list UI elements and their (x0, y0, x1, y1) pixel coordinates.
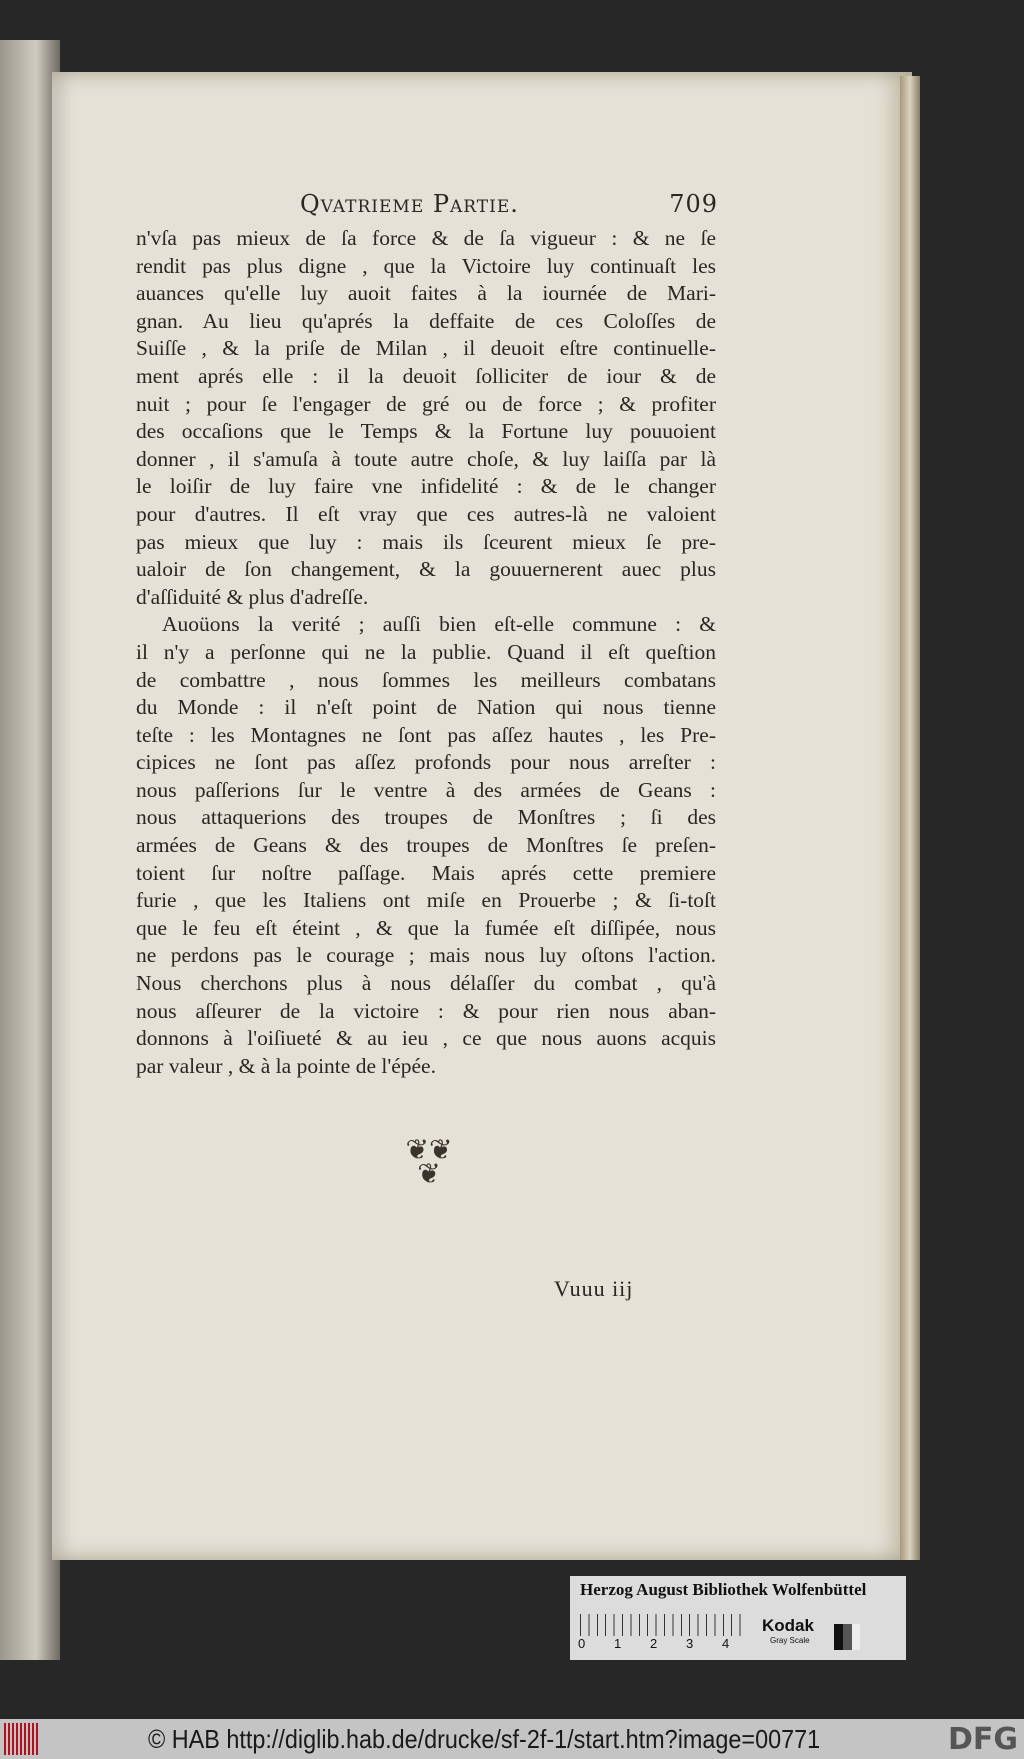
facing-page-edge (0, 40, 60, 1660)
text-line: gnan. Au lieu qu'aprés la deffaite de ces Coloſſes de (136, 308, 716, 333)
text-line: de combattre , nous ſommes les meilleurs combatans (136, 667, 716, 692)
text-line: donnons à l'oiſiueté & au ieu , ce que nous auons acquis (136, 1026, 716, 1051)
text-line: auances qu'elle luy auoit faites à la iournée de Mari- (136, 281, 716, 306)
text-line: nous attaquerions des troupes de Monſtres ; ſi des (136, 805, 716, 830)
ruler-number: 4 (722, 1636, 730, 1651)
text-line: il n'y a perſonne qui ne la publie. Quand il eſt queſtion (136, 639, 716, 664)
printer-ornament-icon: ❦❦ ❦ (405, 1133, 453, 1190)
text-line: furie , que les Italiens ont miſe en Prouerbe ; & ſi-toſt (136, 888, 716, 913)
text-line: nous aſſeurer de la victoire : & pour rien nous aban- (136, 998, 716, 1023)
ruler (580, 1614, 748, 1636)
library-name: Herzog August Bibliothek Wolfenbüttel (580, 1580, 867, 1599)
text-line: n'vſa pas mieux de ſa force & de ſa vigueur : & ne ſe (136, 226, 716, 250)
dfg-logo: DFG (947, 1722, 1018, 1757)
text-line: nuit ; pour ſe l'engager de gré ou de force ; & profiter (136, 391, 716, 416)
text-line: ment aprés elle : il la deuoit ſolliciter de iour & de (136, 363, 716, 388)
gray-swatch (834, 1624, 860, 1650)
text-line: ualoir de ſon changement, & la gouuernerent auec plus (136, 557, 716, 582)
text-line: cipices ne ſont pas aſſez profonds pour nous arreſter : (136, 750, 716, 775)
text-line: rendit pas plus digne , que la Victoire luy continuaſt les (136, 253, 716, 278)
text-line: armées de Geans & des troupes de Monſtres ſe preſen- (136, 833, 716, 858)
ruler-numbers (578, 1636, 758, 1651)
text-line: d'aſſiduité & plus d'adreſſe. (136, 584, 369, 609)
ruler-number: 3 (686, 1636, 694, 1651)
text-line: que le feu eſt éteint , & que la fumée eſt diſſipée, nous (136, 915, 716, 940)
body-text (136, 225, 716, 1080)
text-line: Auoüons la verité ; auſſi bien eſt-elle commune : & (162, 612, 716, 637)
kodak-brand: Kodak (762, 1616, 814, 1635)
color-calibration-label (570, 1576, 906, 1660)
signature-mark: Vuuu iij (554, 1276, 634, 1301)
footer-bar (0, 1719, 1024, 1759)
text-line: des occaſions que le Temps & la Fortune luy pouuoient (136, 419, 716, 444)
text-line: nous paſſerions ſur le ventre à des armées de Geans : (136, 777, 716, 802)
page-number: 709 (669, 190, 718, 218)
ruler-number: 0 (578, 1636, 586, 1651)
text-line: par valeur , & à la pointe de l'épée. (136, 1053, 436, 1078)
running-title: Qvatrieme Partie. (300, 190, 519, 218)
text-line: toient ſur noſtre paſſage. Mais aprés cette premiere (136, 860, 716, 885)
text-line: le loiſir de luy faire vne infidelité : & de le changer (136, 474, 716, 499)
text-line: pour d'autres. Il eſt vray que ces autres-là ne valoient (136, 501, 716, 526)
text-line: donner , il s'amuſa à toute autre choſe, & luy laiſſa par là (136, 446, 716, 471)
gray-scale-label: Gray Scale (770, 1636, 810, 1645)
copyright-link[interactable]: © HAB http://diglib.hab.de/drucke/sf-2f-1/start.htm?image=00771 (148, 1723, 821, 1754)
text-line: teſte : les Montagnes ne ſont pas aſſez hautes , les Pre- (136, 722, 716, 747)
text-line: pas mieux que luy : mais ils ſceurent mieux ſe pre- (136, 529, 716, 554)
ruler-number: 1 (614, 1636, 622, 1651)
page-edge (900, 76, 920, 1560)
page-header (300, 190, 718, 218)
text-line: Nous cherchons plus à nous délaſſer du combat , qu'à (136, 971, 716, 996)
text-line: du Monde : il n'eſt point de Nation qui nous tienne (136, 695, 716, 720)
hab-logo-icon (4, 1723, 38, 1755)
ruler-number: 2 (650, 1636, 658, 1651)
text-line: Suiſſe , & la priſe de Milan , il deuoit eſtre continuelle- (136, 336, 716, 361)
text-line: ne perdons pas le courage ; mais nous luy oſtons l'action. (136, 943, 716, 968)
